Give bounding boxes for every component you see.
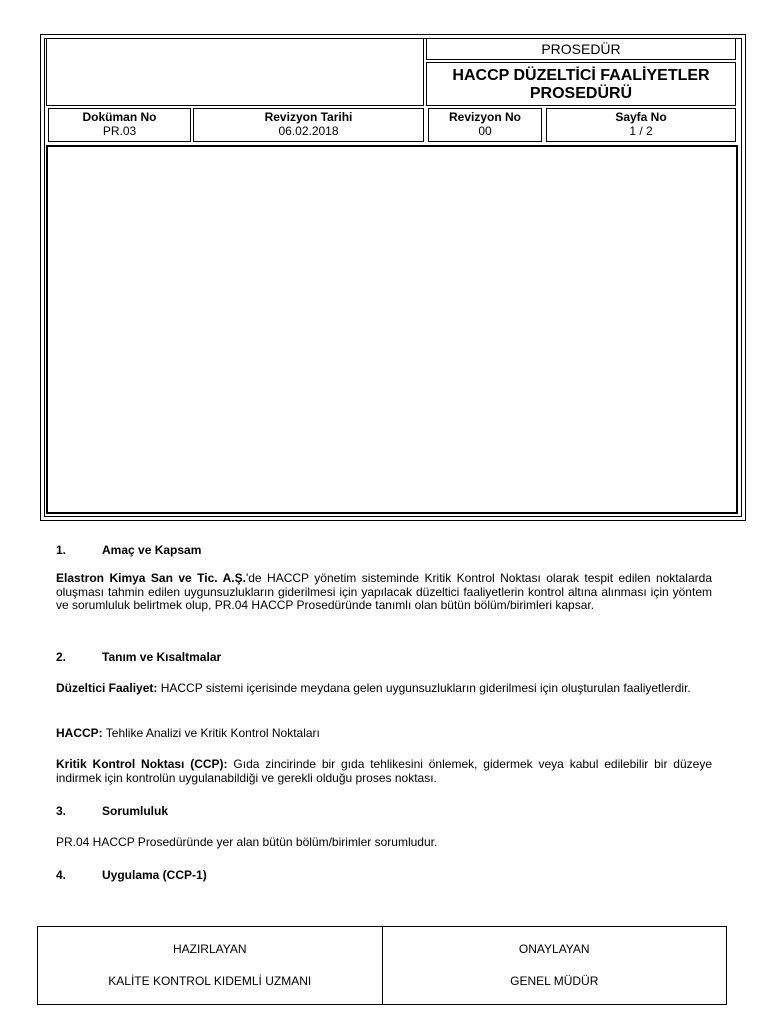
company-name: Elastron Kimya San ve Tic. A.Ş. (56, 571, 246, 585)
section-heading (56, 804, 168, 818)
field-label: Sayfa No (615, 110, 667, 124)
revision-date-cell (193, 108, 424, 142)
approved-label: ONAYLAYAN (518, 942, 590, 956)
field-label: Doküman No (82, 110, 157, 124)
section-title: Tanım ve Kısaltmalar (102, 650, 222, 664)
approved-by: GENEL MÜDÜR (510, 974, 599, 988)
prepared-by: KALİTE KONTROL KIDEMLİ UZMANI (108, 974, 312, 988)
field-value: 1 / 2 (629, 124, 653, 138)
definition-text: Tehlike Analizi ve Kritik Kontrol Noktaları (102, 726, 320, 740)
section-number: 3. (56, 804, 67, 818)
document-title-line2: PROSEDÜRÜ (529, 85, 633, 102)
prepared-label: HAZIRLAYAN (172, 942, 247, 956)
section-title: Amaç ve Kapsam (102, 543, 202, 557)
logo-area (46, 38, 424, 106)
document-title-line1: HACCP DÜZELTİCİ FAALİYETLER (452, 67, 710, 84)
field-value: 00 (478, 124, 492, 138)
section-number: 1. (56, 543, 67, 557)
section-number: 2. (56, 650, 67, 664)
page-number-cell (546, 108, 736, 142)
document-number-cell (48, 108, 191, 142)
section-number: 4. (56, 868, 67, 882)
section-heading (56, 650, 221, 664)
section-title: Sorumluluk (102, 804, 169, 818)
scope-text: 'de HACCP yönetim sisteminde Kritik Kontrol Noktası olarak tespit edilen noktalarda oluşması tahmin edilen uygunsuzlukların giderilmesi için yapılacak düzeltici faaliyetlerin kontrol altına alınması için yöntem ve sorumluluk belirtmek olup, PR.04 HACCP Prosedüründe tanımlı olan bütün bölüm/birimleri kapsar. (56, 571, 712, 612)
prepared-column (38, 927, 382, 1004)
field-label: Revizyon Tarihi (264, 110, 353, 124)
definition-item (56, 758, 712, 785)
approved-column (382, 927, 727, 1004)
field-value: PR.03 (102, 124, 137, 138)
definition-term: Kritik Kontrol Noktası (CCP): (56, 757, 228, 771)
approval-table (37, 926, 727, 1005)
section-heading (56, 868, 207, 882)
field-value: 06.02.2018 (278, 124, 339, 138)
scope-paragraph (56, 572, 712, 613)
revision-number-cell (428, 108, 542, 142)
content-box (46, 145, 738, 514)
responsibility-paragraph: PR.04 HACCP Prosedüründe yer alan bütün bölüm/birimler sorumludur. (56, 835, 438, 849)
document-type: PROSEDÜR (426, 38, 736, 60)
definition-term: HACCP: (56, 726, 103, 740)
definition-item (56, 727, 712, 741)
definition-text: Gıda zincirinde bir gıda tehlikesini önlemek, gidermek veya kabul edilebilir bir düzeye indirmek için kontrolün uygulanabildiği ve gerekli olduğu proses noktası. (56, 757, 712, 785)
section-title: Uygulama (CCP-1) (102, 868, 207, 882)
definition-item (56, 682, 712, 696)
definition-term: Düzeltici Faaliyet: (56, 681, 158, 695)
section-heading (56, 543, 201, 557)
document-title (426, 62, 736, 106)
definition-text: HACCP sistemi içerisinde meydana gelen uygunsuzlukların giderilmesi için oluşturulan faaliyetlerdir. (157, 681, 691, 695)
field-label: Revizyon No (448, 110, 521, 124)
